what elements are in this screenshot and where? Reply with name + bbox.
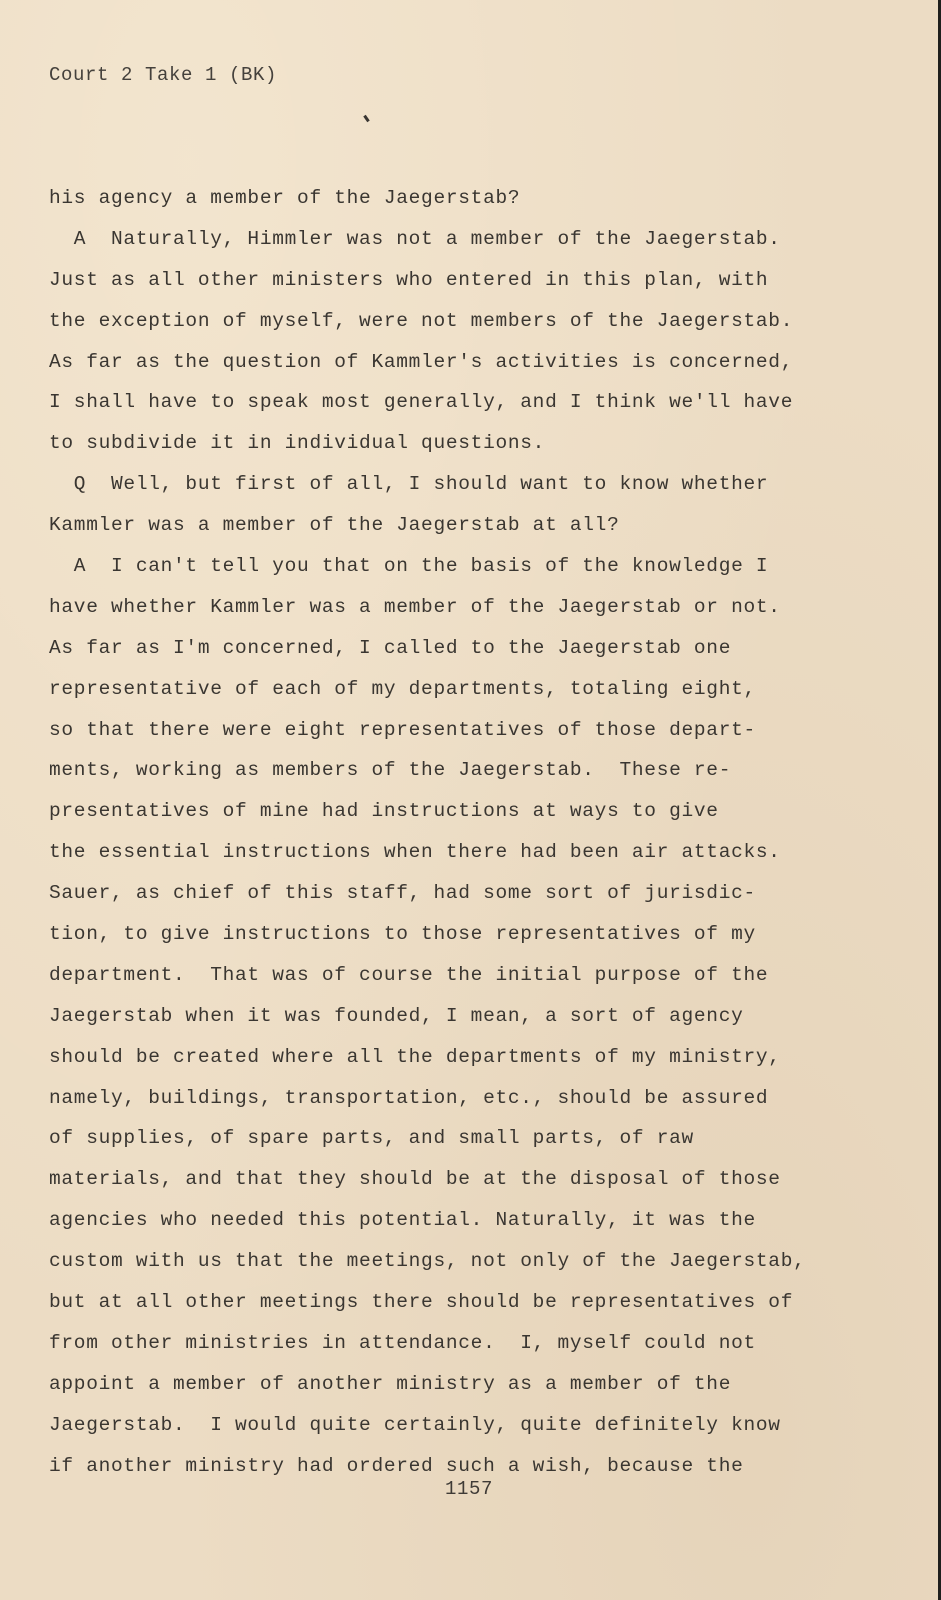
text-line: so that there were eight representatives of those depart- xyxy=(49,718,756,741)
text-line: Sauer, as chief of this staff, had some sort of jurisdic- xyxy=(49,882,756,905)
text-line: presentatives of mine had instructions at ways to give xyxy=(49,800,719,823)
text-line: As far as I'm concerned, I called to the Jaegerstab one xyxy=(49,636,732,659)
text-line: if another ministry had ordered such a wish, because the xyxy=(49,1454,744,1477)
text-line: materials, and that they should be at the disposal of those xyxy=(49,1168,781,1191)
testimony-text xyxy=(49,186,919,1495)
text-line: the essential instructions when there had been air attacks. xyxy=(49,841,781,864)
text-line: Jaegerstab when it was founded, I mean, a sort of agency xyxy=(49,1004,744,1027)
text-line: the exception of myself, were not members of the Jaegerstab. xyxy=(49,309,794,332)
text-line: to subdivide it in individual questions. xyxy=(49,432,546,455)
text-line: but at all other meetings there should be representatives of xyxy=(49,1291,794,1314)
text-line: Jaegerstab. I would quite certainly, quite definitely know xyxy=(49,1413,781,1436)
page-number: 1157 xyxy=(444,1478,493,1500)
text-line: from other ministries in attendance. I, myself could not xyxy=(49,1331,756,1354)
text-line: agencies who needed this potential. Naturally, it was the xyxy=(49,1209,756,1232)
text-line: ments, working as members of the Jaegerstab. These re- xyxy=(49,759,732,782)
ink-mark xyxy=(363,115,369,122)
text-line: have whether Kammler was a member of the Jaegerstab or not. xyxy=(49,595,781,618)
text-line: A Naturally, Himmler was not a member of the Jaegerstab. xyxy=(49,227,781,250)
text-line: his agency a member of the Jaegerstab? xyxy=(49,187,521,209)
text-line: Q Well, but first of all, I should want to know whether xyxy=(49,473,769,496)
text-line: representative of each of my departments, totaling eight, xyxy=(49,677,756,700)
page-header: Court 2 Take 1 (BK) xyxy=(49,64,278,86)
text-line: should be created where all the departments of my ministry, xyxy=(49,1045,781,1068)
text-line: A I can't tell you that on the basis of the knowledge I xyxy=(49,555,769,578)
text-line: department. That was of course the initial purpose of the xyxy=(49,963,769,986)
text-line: appoint a member of another ministry as a member of the xyxy=(49,1372,732,1395)
text-line: As far as the question of Kammler's activities is concerned, xyxy=(49,350,794,373)
text-line: Kammler was a member of the Jaegerstab at all? xyxy=(49,514,620,537)
text-line: namely, buildings, transportation, etc., should be assured xyxy=(49,1086,769,1109)
text-line: tion, to give instructions to those representatives of my xyxy=(49,923,756,946)
text-line: Just as all other ministers who entered in this plan, with xyxy=(49,268,769,291)
text-line: of supplies, of spare parts, and small parts, of raw xyxy=(49,1127,694,1150)
text-line: custom with us that the meetings, not only of the Jaegerstab, xyxy=(49,1250,806,1273)
text-line: I shall have to speak most generally, and I think we'll have xyxy=(49,391,794,414)
